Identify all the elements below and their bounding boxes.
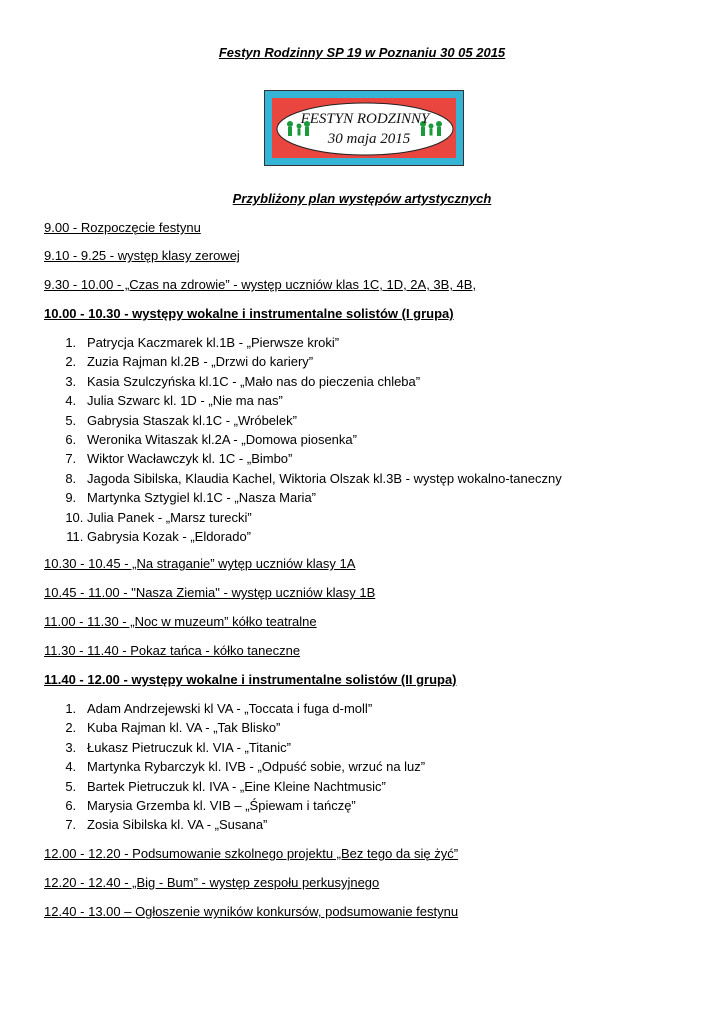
group2-heading: 11.40 - 12.00 - występy wokalne i instrumentalne solistów (II grupa) xyxy=(44,672,457,687)
group2-list xyxy=(44,699,425,835)
group1-heading: 10.00 - 10.30 - występy wokalne i instrumentalne solistów (I grupa) xyxy=(44,306,454,321)
festival-logo xyxy=(264,90,464,166)
schedule-item: 11.00 - 11.30 - „Noc w muzeum” kółko teatralne xyxy=(44,614,317,629)
list-item: 2. Kuba Rajman kl. VA - „Tak Blisko” xyxy=(65,720,281,736)
list-item: 10. Julia Panek - „Marsz turecki” xyxy=(65,509,252,525)
list-item: 9. Martynka Sztygiel kl.1C - „Nasza Maria” xyxy=(65,490,316,506)
schedule-item: 12.40 - 13.00 – Ogłoszenie wyników konkursów, podsumowanie festynu xyxy=(44,904,459,919)
list-item: 2. Zuzia Rajman kl.2B - „Drzwi do kariery” xyxy=(65,354,314,370)
schedule-item: 12.00 - 12.20 - Podsumowanie szkolnego projektu „Bez tego da się żyć” xyxy=(44,846,459,861)
list-item: 1. Patrycja Kaczmarek kl.1B - „Pierwsze kroki” xyxy=(65,335,340,350)
list-item: 4. Julia Szwarc kl. 1D - „Nie ma nas” xyxy=(65,393,283,409)
logo-line1: FESTYN RODZINNY xyxy=(300,111,430,127)
list-item: 4. Martynka Rybarczyk kl. IVB - „Odpuść sobie, wrzuć na luz” xyxy=(65,759,426,775)
list-item: 7. Zosia Sibilska kl. VA - „Susana” xyxy=(65,817,268,833)
schedule-item: 10.30 - 10.45 - „Na straganie” wytęp uczniów klasy 1A xyxy=(44,556,356,571)
list-item: 6. Marysia Grzemba kl. VIB – „Śpiewam i tańczę” xyxy=(65,797,356,813)
list-item: 6. Weronika Witaszak kl.2A - „Domowa piosenka” xyxy=(65,431,357,447)
list-item: 8. Jagoda Sibilska, Klaudia Kachel, Wiktoria Olszak kl.3B - występ wokalno-taneczny xyxy=(65,470,562,486)
schedule-item: 9.10 - 9.25 - występ klasy zerowej xyxy=(44,248,240,263)
list-item: 1. Adam Andrzejewski kl VA - „Toccata i fuga d-moll” xyxy=(65,701,373,716)
list-item: 3. Łukasz Pietruczuk kl. VIA - „Titanic” xyxy=(65,739,291,755)
schedule-item: 9.00 - Rozpoczęcie festynu xyxy=(44,220,201,235)
schedule-item: 12.20 - 12.40 - „Big - Bum” - występ zespołu perkusyjnego xyxy=(44,875,380,890)
schedule-item: 10.45 - 11.00 - "Nasza Ziemia" - występ uczniów klasy 1B xyxy=(44,585,376,600)
schedule-item: 9.30 - 10.00 - „Czas na zdrowie” - występ uczniów klas 1C, 1D, 2A, 3B, 4B, xyxy=(44,277,477,292)
group1-list xyxy=(44,333,562,546)
list-item: 5. Bartek Pietruczuk kl. IVA - „Eine Kleine Nachtmusic” xyxy=(65,778,386,794)
list-item: 5. Gabrysia Staszak kl.1C - „Wróbelek” xyxy=(65,412,297,428)
list-item: 11. Gabrysia Kozak - „Eldorado” xyxy=(66,528,252,544)
schedule-item: 11.30 - 11.40 - Pokaz tańca - kółko taneczne xyxy=(44,643,301,658)
logo-art xyxy=(265,91,465,167)
list-item: 3. Kasia Szulczyńska kl.1C - „Mało nas do pieczenia chleba” xyxy=(65,373,421,389)
document-title: Festyn Rodzinny SP 19 w Poznaniu 30 05 2015 xyxy=(218,45,506,60)
plan-subtitle: Przybliżony plan występów artystycznych xyxy=(232,191,492,206)
logo-line2: 30 maja 2015 xyxy=(327,131,411,147)
list-item: 7. Wiktor Wacławczyk kl. 1C - „Bimbo” xyxy=(65,451,293,467)
